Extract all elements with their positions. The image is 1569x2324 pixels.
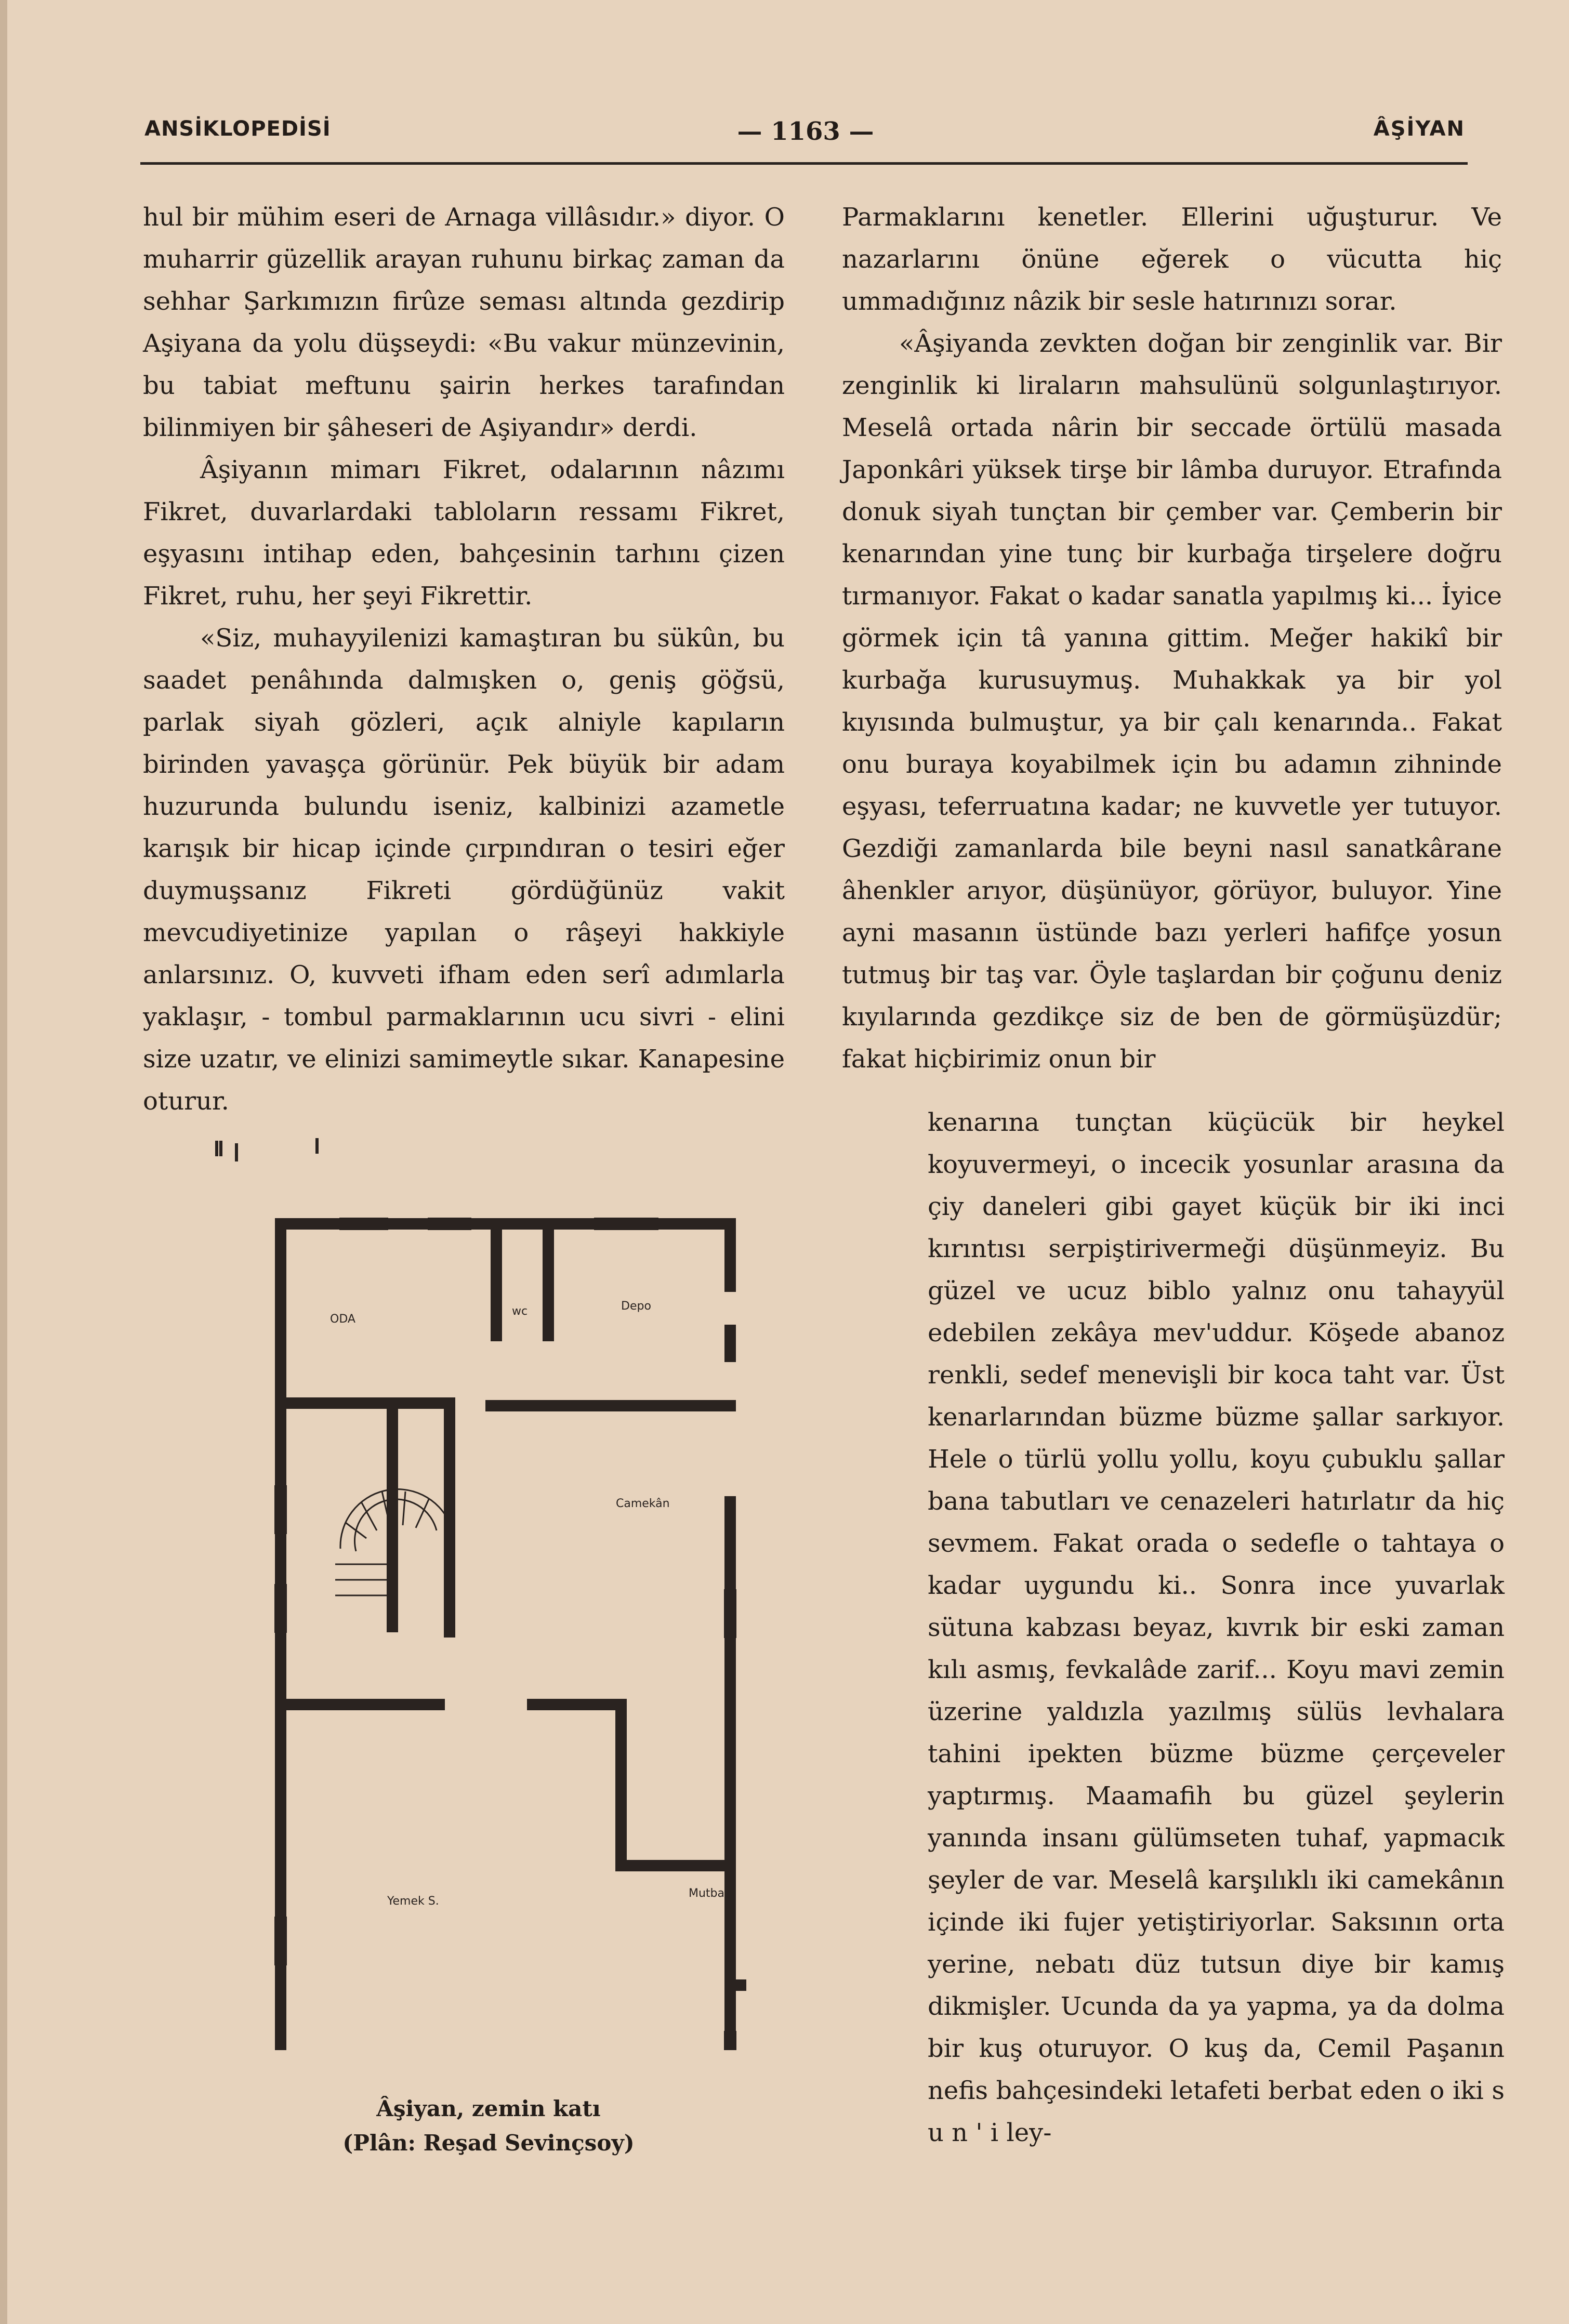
plan-sketch-marks xyxy=(217,1138,317,1161)
label-wc: wc xyxy=(512,1305,528,1318)
left-paragraph-3: «Siz, muhayyilenizi kamaştıran bu sükûn, bu saadet penâhında dalmışken o, geniş göğsü, parlak siyah gözleri, açık alniyle kapıların birinden yavaşça görünür. Pek büyük bir adam huzurunda bulundu iseniz, kalbinizi azametle karışık bir hicap içinde çırpındıran o tesiri eğer duymuşsanız Fikreti gördüğünüz vakit mevcudiyetinize yapılan o râşeyi hakkiyle anlarsınız. O, kuvveti ifham eden serî adımlarla yaklaşır, - tombul parmaklarının ucu sivri - elini size uzatır, ve elinizi samimeytle sıkar. Kanapesine oturur. xyxy=(143,624,785,1116)
header-article-title: ÂŞİYAN xyxy=(1373,117,1465,141)
plan-caption xyxy=(333,2092,644,2160)
caption-credit: (Plân: Reşad Sevinçsoy) xyxy=(342,2130,635,2156)
label-dining: Yemek S. xyxy=(387,1895,439,1908)
label-corridor: Camekân xyxy=(616,1497,670,1510)
plan-walls xyxy=(281,1224,741,2050)
caption-title: Âşiyan, zemin katı xyxy=(376,2096,601,2121)
left-paragraph-1: hul bir mühim eseri de Arnaga villâsıdır.» diyor. O muharrir güzellik arayan ruhunu birkaç zaman da sehhar Şarkımızın firûze seması altında gezdirip Aşiyana da yolu düşseydi: «Bu vakur münzevinin, bu tabiat meftunu şairin herkes tarafından bilinmiyen bir şâheseri de Aşiyandır» derdi. xyxy=(143,203,785,442)
right-paragraph-3: kenarına tunçtan küçücük bir heykel koyuvermeyi, o incecik yosunlar arasına da çiy daneleri gibi gayet küçük bir iki inci kırıntısı serpiştirivermeği düşünmeyiz. Bu güzel ve ucuz biblo yalnız onu tahayyül edebilen zekâya mev'uddur. Köşede abanoz renkli, sedef menevişli bir koca taht var. Üst kenarlarından büzme büzme şallar sarkıyor. Hele o türlü yollu yollu, koyu çubuklu şallar bana tabutları ve cenazeleri hatırlatır da hiç sevmem. Fakat orada o sedefle o tahtaya o kadar uygundu ki.. Sonra ince yuvarlak sütuna kabzası beyaz, kıvrık bir eski zaman kılı asmış, fevkalâde zarif... Koyu mavi zemin üzerine yaldızla yazılmış sülüs levhalara tahini ipekten büzme büzme çerçeveler yaptırmış. Maamafih bu güzel şeylerin yanında insanı gülümseten tuhaf, yapmacık şeyler de var. Meselâ karşılıklı iki camekânın içinde iki fujer yetiştiriyorlar. Saksının orta yerine, nebatı düz tutsun diye bir kamış dikmişler. Ucunda da ya yapma, ya da dolma bir kuş oturuyor. O kuş da, Cemil Paşanın nefis bahçesindeki letafeti berbat eden o iki s u n ' i ley- xyxy=(928,1108,1505,2147)
right-paragraph-2: «Âşiyanda zevkten doğan bir zenginlik var. Bir zenginlik ki liraların mahsulünü solgunlaştırıyor. Meselâ ortada nârin bir seccade örtülü masada Japonkâri yüksek tirşe bir lâmba duruyor. Etrafında donuk siyah tunçtan bir çember var. Çemberin bir kenarından yine tunç bir kurbağa tirşelere doğru tırmanıyor. Fakat o kadar sanatla yapılmış ki... İyice görmek için tâ yanına gittim. Meğer hakikî bir kurbağa kurusuymuş. Muhakkak ya bir yol kıyısında bulmuştur, ya bir çalı kenarında.. Fakat onu buraya koyabilmek için bu adamın zihninde eşyası, teferruatına kadar; ne kuvvetle yer tutuyor. Gezdiği zamanlarda bile beyni nasıl sanatkârane âhenkler arıyor, düşünüyor, görüyor, buluyor. Yine ayni masanın üstünde bazı yerleri hafifçe yosun tutmuş bir taş var. Öyle taşlardan bir çoğunu deniz kıyılarında gezdikçe siz de ben de görmüşüzdür; fakat hiçbirimiz onun bir xyxy=(842,329,1502,1074)
header-page-number: — 1163 — xyxy=(737,117,874,146)
right-paragraph-1: Parmaklarını kenetler. Ellerini uğuşturur. Ve nazarlarını önüne eğerek o vücutta hiç ummadığınız nâzik bir sesle hatırınızı sorar. xyxy=(842,203,1502,316)
left-column xyxy=(143,196,785,1123)
label-kitchen: Mutbah. xyxy=(689,1887,735,1900)
label-depo: Depo xyxy=(621,1300,651,1313)
right-column-bottom xyxy=(928,1102,1505,2154)
page-binding-edge xyxy=(0,0,7,2324)
header-rule xyxy=(140,162,1468,165)
floor-plan-drawing xyxy=(169,1128,764,2050)
label-oda: ODA xyxy=(330,1313,355,1326)
left-paragraph-2: Âşiyanın mimarı Fikret, odalarının nâzımı Fikret, duvarlardaki tabloların ressamı Fikret, eşyasını intihap eden, bahçesinin tarhını çizen Fikret, ruhu, her şeyi Fikrettir. xyxy=(143,455,785,611)
right-column-top xyxy=(842,196,1502,1080)
header-encyclopedia-title: ANSİKLOPEDİSİ xyxy=(144,117,331,141)
plan-windows xyxy=(275,1219,735,2050)
